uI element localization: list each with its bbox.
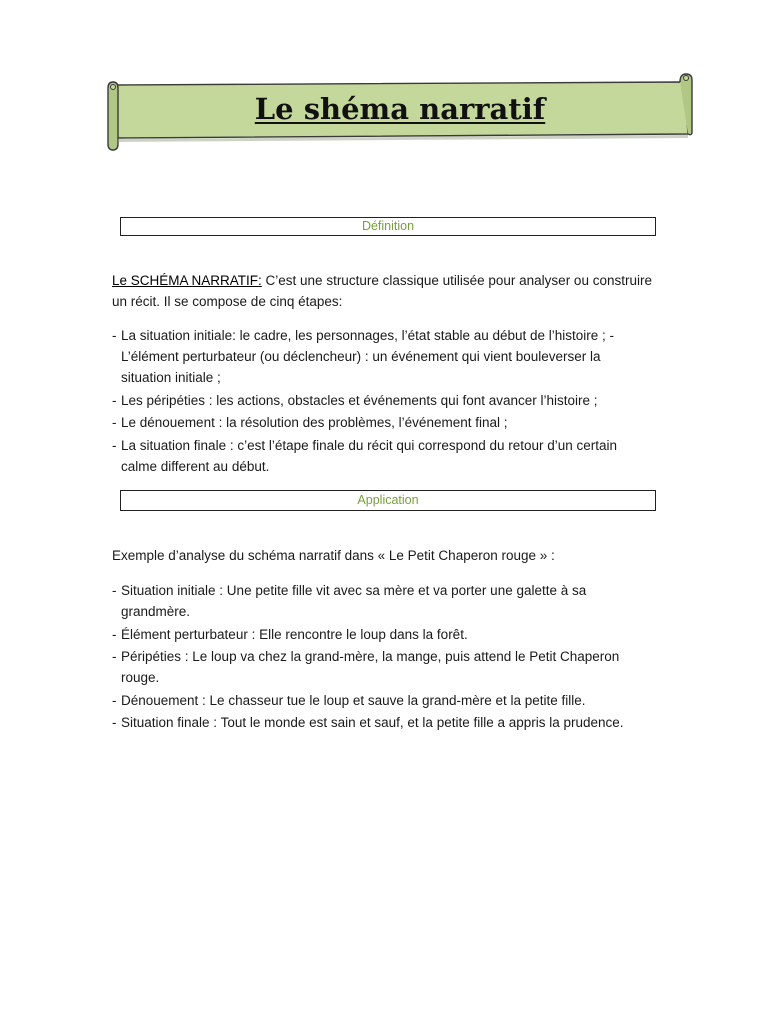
example-intro: Exemple d’analyse du schéma narratif dans « Le Petit Chaperon rouge » :	[112, 548, 555, 563]
list-item: - Les péripéties : les actions, obstacles et événements qui font avancer l’histoire ;	[112, 390, 652, 411]
list-item: - Dénouement : Le chasseur tue le loup et sauve la grand-mère et la petite fille.	[112, 690, 652, 711]
list-item: - Situation finale : Tout le monde est sain et sauf, et la petite fille a appris la prudence.	[112, 712, 652, 733]
steps-list	[112, 325, 652, 478]
list-item: - Le dénouement : la résolution des problèmes, l’événement final ;	[112, 412, 652, 433]
definition-heading: Définition	[120, 217, 656, 236]
list-item: - La situation finale : c’est l’étape finale du récit qui correspond du retour d’un certain calme different au début.	[112, 435, 652, 477]
application-heading: Application	[120, 490, 656, 511]
definition-text: C’est une structure classique utilisée pour analyser ou construire un récit. Il se compose de cinq étapes:	[112, 273, 652, 309]
list-item: - Péripéties : Le loup va chez la grand-mère, la mange, puis attend le Petit Chaperon rouge.	[112, 646, 652, 688]
list-item: - La situation initiale: le cadre, les personnages, l’état stable au début de l’histoire ; - L’élément perturbateur (ou déclencheur) : un événement qui vient bouleverser la situation initiale ;	[112, 325, 652, 388]
page-title: Le shéma narratif	[254, 92, 546, 126]
list-item: - Situation initiale : Une petite fille vit avec sa mère et va porter une galette à sa grandmère.	[112, 580, 652, 622]
list-item: - Élément perturbateur : Elle rencontre le loup dans la forêt.	[112, 624, 652, 645]
definition-term: Le SCHÉMA NARRATIF:	[112, 273, 262, 288]
title-banner	[104, 72, 696, 152]
definition-paragraph	[112, 270, 652, 312]
example-list	[112, 580, 652, 735]
